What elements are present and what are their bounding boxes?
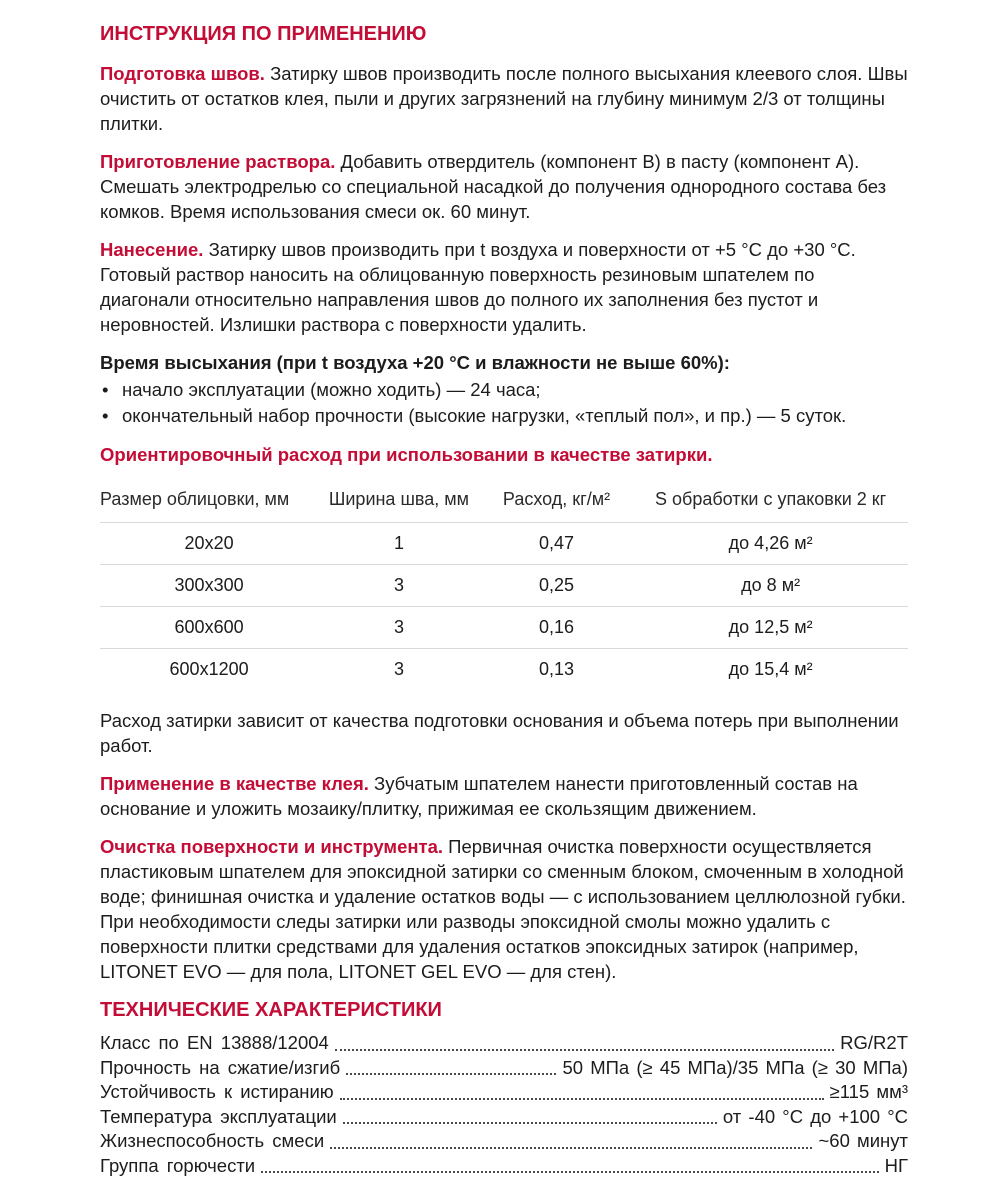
cell-joint-width: 3 xyxy=(318,607,480,649)
table-row xyxy=(100,607,908,649)
instruction-document xyxy=(100,22,908,1178)
dotted-leader xyxy=(340,1098,824,1100)
paragraph-lead-adhesive-use: Применение в качестве клея. xyxy=(100,773,369,794)
spec-row-class xyxy=(100,1031,908,1056)
bullet-icon: • xyxy=(102,403,108,429)
consumption-table-header xyxy=(100,483,908,523)
spec-label: Прочность на сжатие/изгиб xyxy=(100,1056,340,1081)
paragraph-text-cleaning: Первичная очистка поверхности осуществляется пластиковым шпателем для эпоксидной затирки со сменным блоком, смоченным в холодной воде; финишная очистка и удаление остатков воды — с использованием целлюлозной губки. При необходимости следы затирки или разводы эпоксидной смолы можно удалить с поверхности плитки средствами для удаления остатков эпоксидных затирок (например, LITONET EVO — для пола, LITONET GEL EVO — для стен). xyxy=(100,836,906,982)
cell-joint-width: 1 xyxy=(318,523,480,565)
cell-joint-width: 3 xyxy=(318,649,480,691)
spec-value: НГ xyxy=(885,1154,908,1178)
cell-tile-size: 600x1200 xyxy=(100,649,318,691)
column-header-tile-size: Размер облицовки, мм xyxy=(100,483,318,523)
tech-specs-list xyxy=(100,1031,908,1178)
consumption-table xyxy=(100,483,908,690)
paragraph-lead-cleaning: Очистка поверхности и инструмента. xyxy=(100,836,443,857)
spec-row-abrasion xyxy=(100,1080,908,1105)
bullet-icon: • xyxy=(102,377,108,403)
cell-consumption-rate: 0,25 xyxy=(480,565,634,607)
spec-label: Группа горючести xyxy=(100,1154,255,1178)
cell-consumption-rate: 0,47 xyxy=(480,523,634,565)
spec-label: Устойчивость к истиранию xyxy=(100,1080,334,1105)
paragraph-joint-preparation xyxy=(100,61,908,136)
paragraph-adhesive-use xyxy=(100,771,908,821)
table-header-row xyxy=(100,483,908,523)
cell-joint-width: 3 xyxy=(318,565,480,607)
cell-tile-size: 300x300 xyxy=(100,565,318,607)
paragraph-application xyxy=(100,237,908,337)
drying-time-list xyxy=(100,377,908,428)
cell-consumption-rate: 0,13 xyxy=(480,649,634,691)
paragraph-lead-joint-preparation: Подготовка швов. xyxy=(100,63,265,84)
table-row xyxy=(100,523,908,565)
spec-row-temperature xyxy=(100,1105,908,1130)
cell-coverage-area: до 8 м² xyxy=(633,565,908,607)
list-item-full-strength xyxy=(100,403,908,429)
cell-coverage-area: до 4,26 м² xyxy=(633,523,908,565)
paragraph-cleaning xyxy=(100,834,908,984)
paragraph-text-joint-preparation: Затирку швов производить после полного высыхания клеевого слоя. Швы очистить от остатков клея, пыли и других загрязнений на глубину минимум 2/3 от толщины плитки. xyxy=(100,63,908,134)
paragraph-text-mix-preparation: Добавить отвердитель (компонент B) в пасту (компонент A). Смешать электродрелью со специальной насадкой до получения однородного состава без комков. Время использования смеси ок. 60 минут. xyxy=(100,151,886,222)
paragraph-mix-preparation xyxy=(100,149,908,224)
spec-value: 50 МПа (≥ 45 МПа)/35 МПа (≥ 30 МПа) xyxy=(562,1056,908,1081)
cell-coverage-area: до 12,5 м² xyxy=(633,607,908,649)
spec-value: от -40 °C до +100 °C xyxy=(723,1105,908,1130)
spec-value: RG/R2T xyxy=(840,1031,908,1056)
paragraph-text-application: Затирку швов производить при t воздуха и поверхности от +5 °C до +30 °C. Готовый раствор наносить на облицованную поверхность резиновым шпателем по диагонали относительно направления швов до полного их заполнения без пустот и неровностей. Излишки раствора с поверхности удалить. xyxy=(100,239,856,335)
list-item-text-full-strength: окончательный набор прочности (высокие нагрузки, «теплый пол», и пр.) — 5 суток. xyxy=(122,405,846,426)
drying-time-heading: Время высыхания (при t воздуха +20 °C и влажности не выше 60%): xyxy=(100,350,908,375)
dotted-leader xyxy=(261,1171,878,1173)
spec-value: ≥115 мм³ xyxy=(830,1080,908,1105)
spec-row-flammability xyxy=(100,1154,908,1178)
paragraph-lead-application: Нанесение. xyxy=(100,239,203,260)
list-item-walkable xyxy=(100,377,908,403)
consumption-table-body xyxy=(100,523,908,691)
page-title: ИНСТРУКЦИЯ ПО ПРИМЕНЕНИЮ xyxy=(100,22,908,47)
table-note: Расход затирки зависит от качества подготовки основания и объема потерь при выполнении работ. xyxy=(100,708,908,758)
cell-tile-size: 600x600 xyxy=(100,607,318,649)
spec-label: Жизнеспособность смеси xyxy=(100,1129,324,1154)
dotted-leader xyxy=(335,1049,834,1051)
dotted-leader xyxy=(330,1147,812,1149)
dotted-leader xyxy=(343,1122,717,1124)
consumption-heading: Ориентировочный расход при использовании в качестве затирки. xyxy=(100,442,908,467)
spec-value: ~60 минут xyxy=(818,1129,908,1154)
list-item-text-walkable: начало эксплуатации (можно ходить) — 24 часа; xyxy=(122,379,541,400)
column-header-coverage-area: S обработки с упаковки 2 кг xyxy=(633,483,908,523)
spec-row-pot-life xyxy=(100,1129,908,1154)
cell-consumption-rate: 0,16 xyxy=(480,607,634,649)
spec-label: Класс по EN 13888/12004 xyxy=(100,1031,329,1056)
spec-label: Температура эксплуатации xyxy=(100,1105,337,1130)
spec-row-strength xyxy=(100,1056,908,1081)
column-header-consumption-rate: Расход, кг/м² xyxy=(480,483,634,523)
table-row xyxy=(100,649,908,691)
dotted-leader xyxy=(346,1073,556,1075)
tech-specs-heading: ТЕХНИЧЕСКИЕ ХАРАКТЕРИСТИКИ xyxy=(100,998,908,1023)
paragraph-lead-mix-preparation: Приготовление раствора. xyxy=(100,151,335,172)
cell-tile-size: 20x20 xyxy=(100,523,318,565)
column-header-joint-width: Ширина шва, мм xyxy=(318,483,480,523)
cell-coverage-area: до 15,4 м² xyxy=(633,649,908,691)
paragraph-text-adhesive-use: Зубчатым шпателем нанести приготовленный состав на основание и уложить мозаику/плитку, прижимая ее скользящим движением. xyxy=(100,773,858,819)
table-row xyxy=(100,565,908,607)
